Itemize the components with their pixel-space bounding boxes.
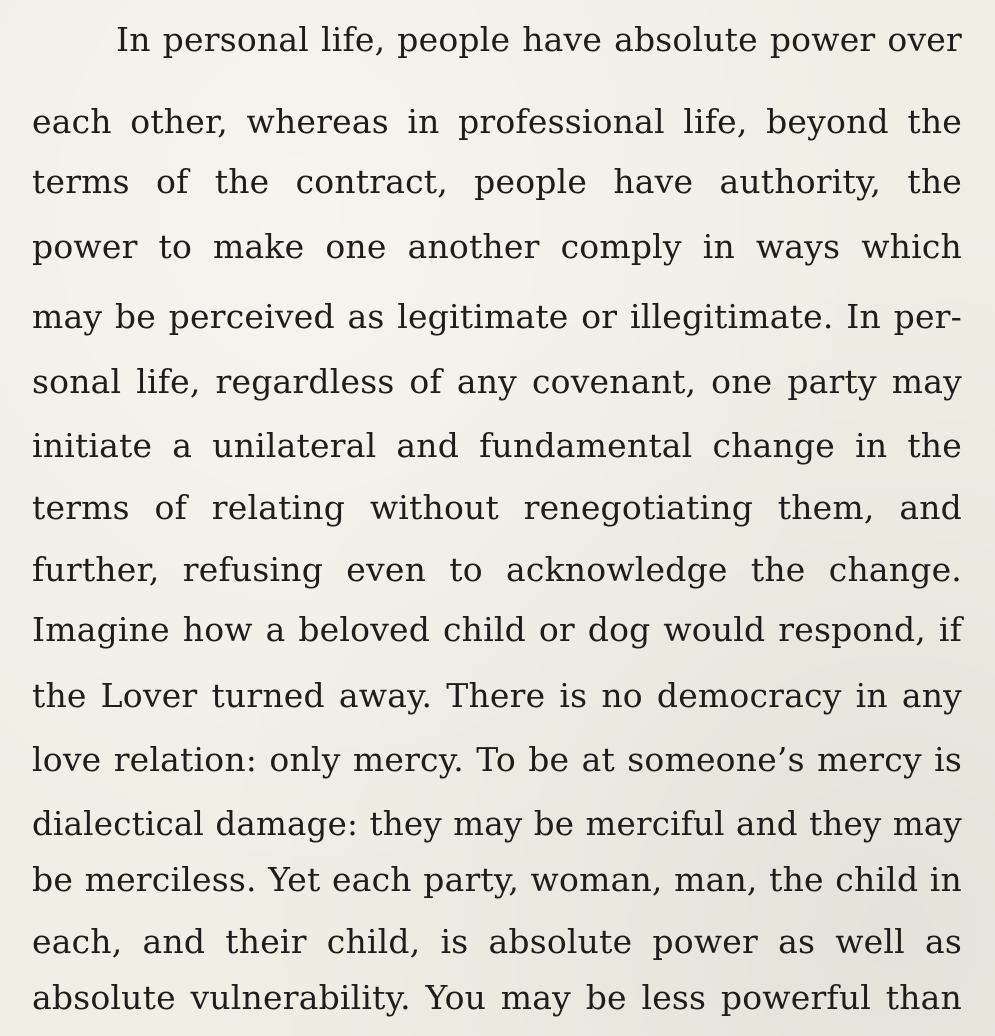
text-line-10: Imagine how a beloved child or dog would respond, if xyxy=(32,610,962,649)
text-line-5: may be perceived as legitimate or illegitimate. In per- xyxy=(32,297,962,336)
text-line-8: terms of relating without renegotiating them, and xyxy=(32,488,962,527)
text-line-3: terms of the contract, people have authority, the xyxy=(32,162,962,201)
text-line-14: be merciless. Yet each party, woman, man, the child in xyxy=(32,860,962,899)
text-line-13: dialectical damage: they may be merciful and they may xyxy=(32,805,962,843)
text-line-1: In personal life, people have absolute power over xyxy=(116,20,962,59)
text-line-16: absolute vulnerability. You may be less powerful than xyxy=(32,978,962,1017)
text-line-6: sonal life, regardless of any covenant, one party may xyxy=(32,362,962,401)
text-line-7: initiate a unilateral and fundamental change in the xyxy=(32,426,962,465)
text-line-9: further, refusing even to acknowledge the change. xyxy=(32,550,962,589)
text-line-2: each other, whereas in professional life, beyond the xyxy=(32,102,962,141)
text-line-15: each, and their child, is absolute power as well as xyxy=(32,922,962,961)
text-line-11: the Lover turned away. There is no democracy in any xyxy=(32,676,962,715)
text-line-12: love relation: only mercy. To be at someone’s mercy is xyxy=(32,740,962,779)
text-line-4: power to make one another comply in ways which xyxy=(32,227,962,266)
